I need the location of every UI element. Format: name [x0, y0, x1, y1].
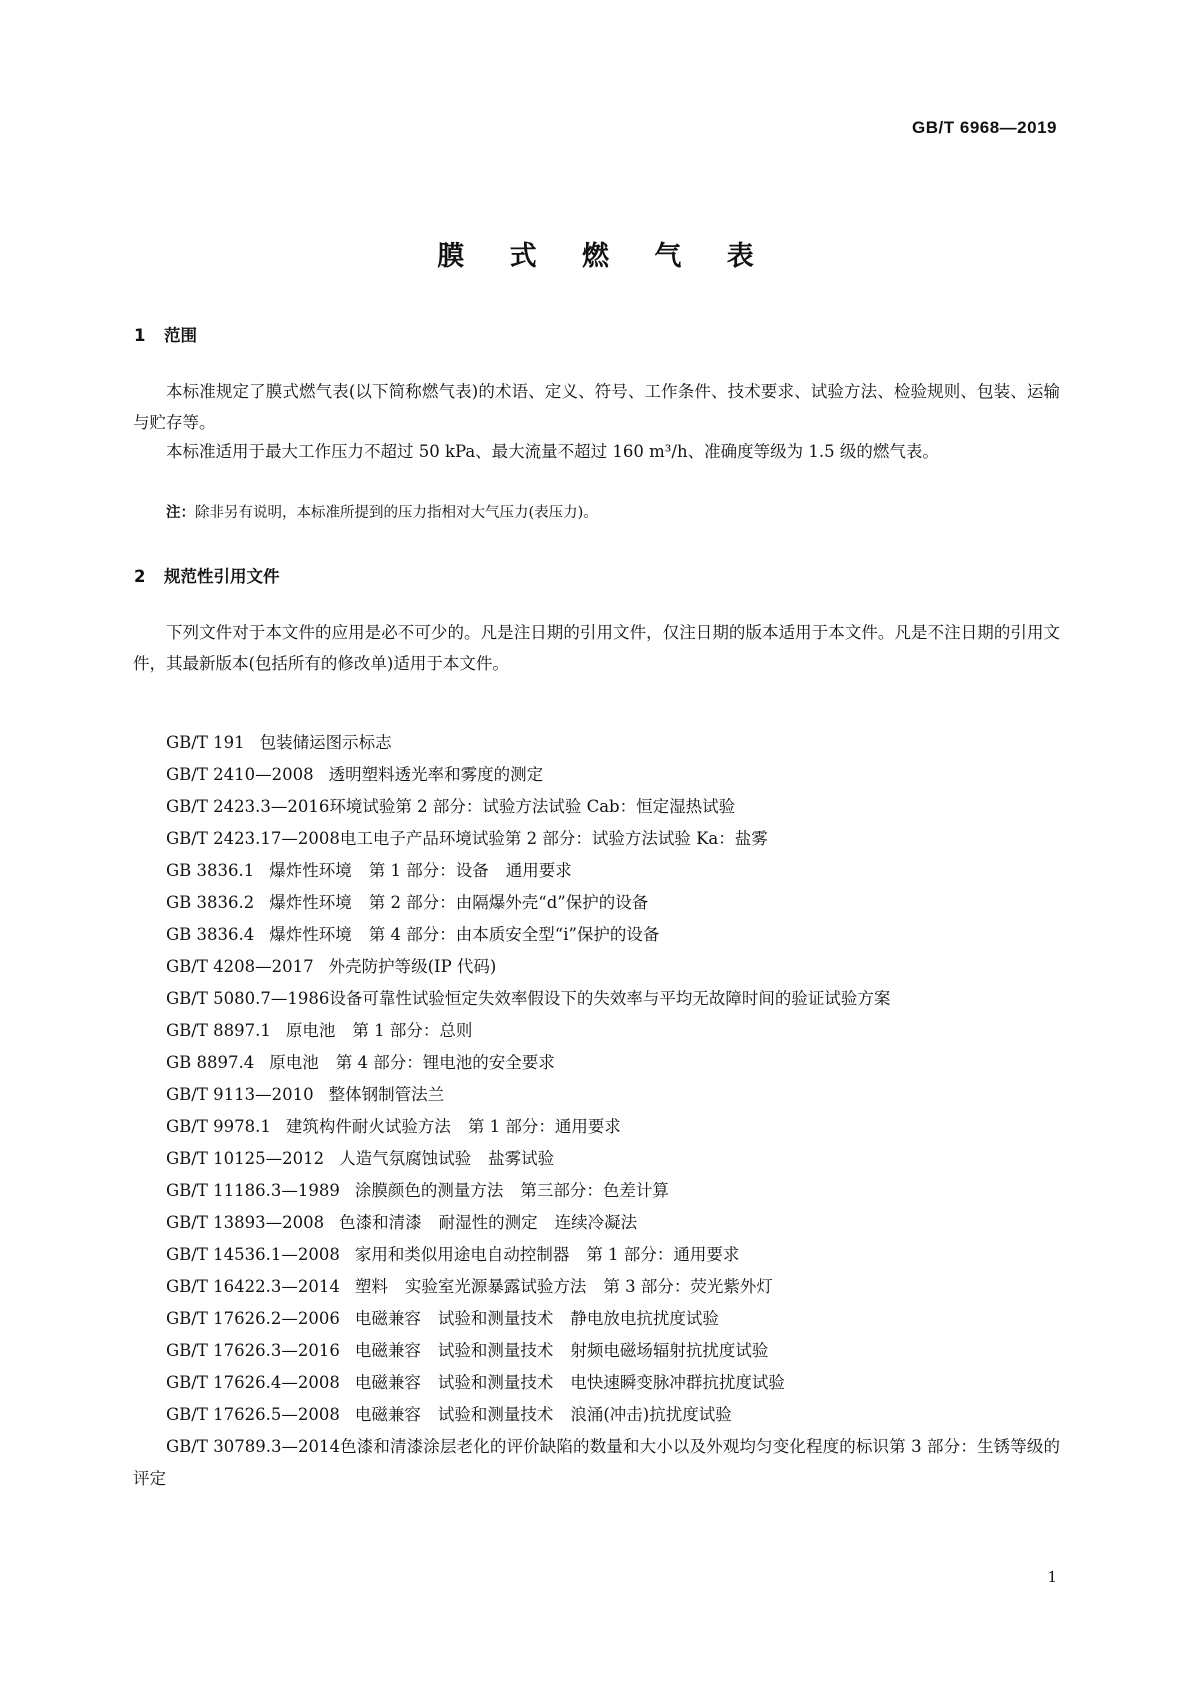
references-intro: 下列文件对于本文件的应用是必不可少的。凡是注日期的引用文件，仅注日期的版本适用于本文件。凡是不注日期的引用文件，其最新版本(包括所有的修改单)适用于本文件。 — [133, 623, 1060, 673]
reference-title-part: 包装储运图示标志 — [259, 733, 392, 752]
reference-item — [133, 1015, 1060, 1047]
note-text: 除非另有说明，本标准所提到的压力指相对大气压力(表压力)。 — [195, 505, 598, 521]
reference-title-part: 塑料 — [354, 1277, 388, 1296]
reference-title-part: 整体钢制管法兰 — [328, 1085, 445, 1104]
reference-title-part: 试验和测量技术 — [437, 1341, 554, 1360]
reference-item — [133, 1239, 1060, 1271]
reference-title-part: 盐雾试验 — [488, 1149, 555, 1168]
reference-title-part: 电快速瞬变脉冲群抗扰度试验 — [570, 1373, 785, 1392]
reference-title-part: 静电放电抗扰度试验 — [570, 1309, 719, 1328]
section-2-heading — [134, 563, 280, 587]
section-2-title: 规范性引用文件 — [164, 567, 280, 586]
reference-item — [133, 1431, 1060, 1495]
reference-title-part: 透明塑料透光率和雾度的测定 — [328, 765, 544, 784]
reference-code: GB/T 2410—2008 — [166, 765, 314, 784]
reference-code: GB/T 17626.2—2006 — [166, 1309, 340, 1328]
reference-list — [133, 727, 1060, 1495]
reference-code: GB/T 191 — [166, 733, 245, 752]
reference-title-part: 涂膜颜色的测量方法 — [354, 1181, 504, 1200]
reference-code: GB/T 8897.1 — [166, 1021, 271, 1040]
reference-code: GB 3836.1 — [166, 861, 255, 880]
reference-code: GB 8897.4 — [166, 1053, 255, 1072]
document-title: 膜 式 燃 气 表 — [437, 241, 772, 272]
scope-note — [166, 501, 598, 522]
reference-code: GB/T 13893—2008 — [166, 1213, 325, 1232]
reference-item — [133, 1111, 1060, 1143]
reference-item — [133, 983, 1060, 1015]
reference-title-part: 第 2 部分：试验方法 — [395, 797, 549, 816]
reference-item — [133, 759, 1060, 791]
reference-title-part: 第 3 部分：荧光紫外灯 — [603, 1277, 773, 1296]
reference-item — [133, 1335, 1060, 1367]
reference-title-part: 原电池 — [269, 1053, 319, 1072]
reference-code: GB/T 9113—2010 — [166, 1085, 314, 1104]
reference-item — [133, 1399, 1060, 1431]
standard-number: GB/T 6968—2019 — [912, 118, 1057, 137]
reference-title-part: 涂层老化的评价 — [423, 1437, 540, 1456]
reference-title-part: 第 2 部分：试验方法 — [504, 829, 658, 848]
reference-title-part: 第 1 部分：通用要求 — [467, 1117, 621, 1136]
reference-code: GB/T 9978.1 — [166, 1117, 271, 1136]
reference-code: GB/T 2423.17—2008 — [166, 829, 340, 848]
reference-title-part: 第 4 部分：由本质安全型“i”保护的设备 — [368, 925, 660, 944]
reference-code: GB/T 14536.1—2008 — [166, 1245, 340, 1264]
reference-title-part: 第 1 部分：设备 — [368, 861, 489, 880]
reference-title-part: 试验 Cab：恒定湿热试验 — [548, 797, 736, 816]
reference-code: GB/T 2423.3—2016 — [166, 797, 330, 816]
reference-title-part: 实验室光源暴露试验方法 — [404, 1277, 587, 1296]
reference-code: GB/T 17626.3—2016 — [166, 1341, 340, 1360]
reference-item — [133, 1143, 1060, 1175]
reference-title-part: 试验和测量技术 — [437, 1309, 554, 1328]
reference-title-part: 第 2 部分：由隔爆外壳“d”保护的设备 — [368, 893, 649, 912]
reference-item — [133, 823, 1060, 855]
reference-title-part: 电工电子产品环境试验 — [339, 829, 505, 848]
reference-code: GB/T 30789.3—2014 — [166, 1437, 340, 1456]
section-1-number: 1 — [134, 326, 146, 345]
reference-item — [133, 1271, 1060, 1303]
reference-title-part: 原电池 — [285, 1021, 336, 1040]
reference-title-part: 第 4 部分：锂电池的安全要求 — [335, 1053, 555, 1072]
section-1-heading — [134, 322, 197, 346]
reference-item — [133, 919, 1060, 951]
reference-title-part: 人造气氛腐蚀试验 — [339, 1149, 472, 1168]
reference-title-part: 射频电磁场辐射抗扰度试验 — [570, 1341, 769, 1360]
reference-title-part: 浪涌(冲击)抗扰度试验 — [570, 1405, 732, 1424]
reference-title-part: 建筑构件耐火试验方法 — [285, 1117, 451, 1136]
reference-title-part: 试验 Ka：盐雾 — [657, 829, 768, 848]
reference-title-part: 电磁兼容 — [354, 1341, 421, 1360]
reference-code: GB/T 11186.3—1989 — [166, 1181, 340, 1200]
reference-code: GB/T 10125—2012 — [166, 1149, 325, 1168]
reference-code: GB 3836.4 — [166, 925, 255, 944]
reference-title-part: 家用和类似用途电自动控制器 — [354, 1245, 570, 1264]
reference-code: GB 3836.2 — [166, 893, 255, 912]
reference-title-part: 连续冷凝法 — [554, 1213, 638, 1232]
reference-title-part: 耐湿性的测定 — [438, 1213, 538, 1232]
reference-title-part: 第三部分：色差计算 — [520, 1181, 669, 1200]
section-2-number: 2 — [134, 567, 146, 586]
reference-title-part: 第 1 部分：通用要求 — [586, 1245, 740, 1264]
reference-title-part: 外壳防护等级(IP 代码) — [328, 957, 497, 976]
reference-title-part: 设备可靠性试验 — [329, 989, 445, 1008]
reference-title-part: 电磁兼容 — [354, 1309, 421, 1328]
reference-title-part: 环境试验 — [329, 797, 396, 816]
reference-item — [133, 951, 1060, 983]
reference-item — [133, 1175, 1060, 1207]
reference-title-part: 缺陷的数量和大小以及外观均匀变化程度的标识 — [539, 1437, 890, 1456]
reference-title-part: 爆炸性环境 — [269, 925, 352, 944]
reference-item — [133, 1303, 1060, 1335]
reference-title-part: 试验和测量技术 — [437, 1405, 554, 1424]
reference-item — [133, 1047, 1060, 1079]
reference-code: GB/T 16422.3—2014 — [166, 1277, 340, 1296]
reference-item — [133, 1367, 1060, 1399]
reference-item — [133, 1079, 1060, 1111]
reference-title-part: 电磁兼容 — [354, 1405, 421, 1424]
scope-paragraph-2: 本标准适用于最大工作压力不超过 50 kPa、最大流量不超过 160 m³/h、准确度等级为 1.5 级的燃气表。 — [166, 442, 939, 461]
reference-title-part: 爆炸性环境 — [269, 893, 352, 912]
reference-item — [133, 855, 1060, 887]
reference-title-part: 通用要求 — [505, 861, 572, 880]
section-1-title: 范围 — [164, 326, 197, 345]
reference-item — [133, 1207, 1060, 1239]
page-number: 1 — [1047, 1568, 1057, 1586]
reference-code: GB/T 4208—2017 — [166, 957, 314, 976]
reference-title-part: 色漆和清漆 — [339, 1437, 424, 1456]
reference-code: GB/T 5080.7—1986 — [166, 989, 330, 1008]
reference-title-part: 第 1 部分：总则 — [352, 1021, 473, 1040]
reference-title-part: 爆炸性环境 — [269, 861, 352, 880]
reference-title-part: 第 3 部分：生锈等级的评定 — [133, 1437, 1061, 1488]
reference-item — [133, 791, 1060, 823]
reference-item — [133, 727, 1060, 759]
reference-code: GB/T 17626.5—2008 — [166, 1405, 340, 1424]
reference-title-part: 恒定失效率假设下的失效率与平均无故障时间的验证试验方案 — [444, 989, 891, 1008]
reference-item — [133, 887, 1060, 919]
reference-title-part: 电磁兼容 — [354, 1373, 421, 1392]
reference-title-part: 色漆和清漆 — [339, 1213, 422, 1232]
scope-paragraph-1: 本标准规定了膜式燃气表(以下简称燃气表)的术语、定义、符号、工作条件、技术要求、试验方法、检验规则、包装、运输与贮存等。 — [133, 382, 1060, 432]
note-label: 注： — [166, 505, 195, 521]
reference-title-part: 试验和测量技术 — [437, 1373, 554, 1392]
reference-code: GB/T 17626.4—2008 — [166, 1373, 340, 1392]
